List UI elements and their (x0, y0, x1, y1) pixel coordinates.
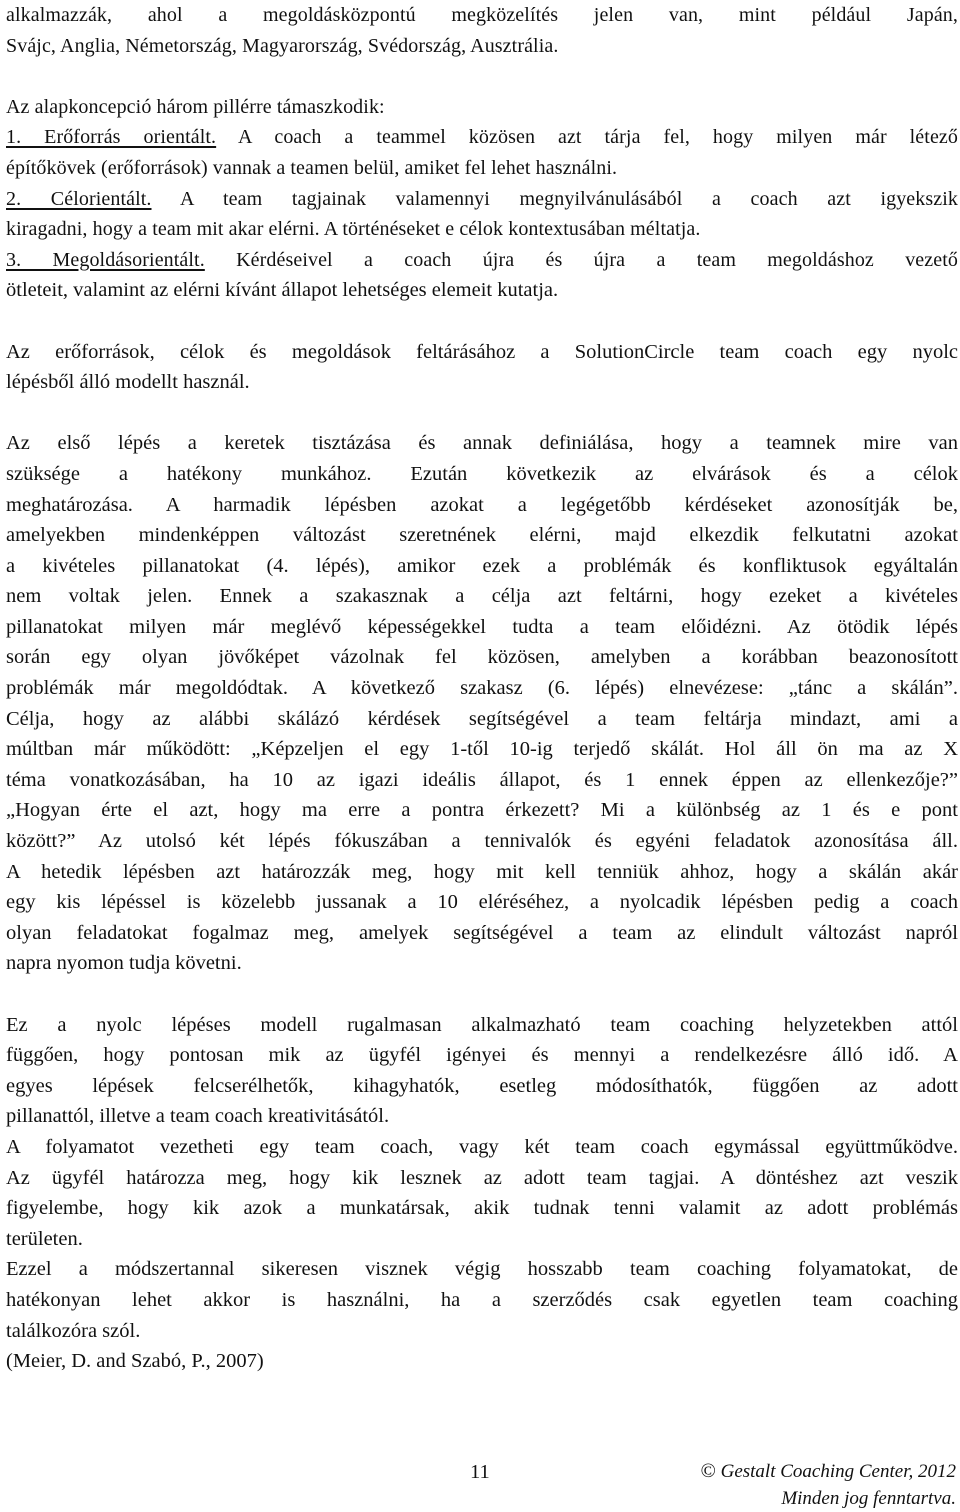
text-line: ötleteit, valamint az elérni kívánt állapot lehetséges elemeit kutatja. (6, 279, 559, 302)
pillar-2-title: 2. Célorientált. (6, 187, 152, 210)
text-line: Ez a nyolc lépéses modell rugalmasan alkalmazható team coaching helyzetekben attól (6, 1013, 958, 1036)
text-line: a kivételes pillanatokat (4. lépés), amikor ezek a problémák és konfliktusok egyáltalán (6, 554, 958, 577)
text-span: Kérdéseivel a coach újra és újra a team megoldáshoz vezető (204, 248, 958, 271)
paragraph-gap (6, 61, 958, 92)
text-line: egyes lépések felcserélhetők, kihagyhatók, esetleg módosíthatók, függően az adott (6, 1074, 958, 1097)
text-line: hatékonyan lehet akkor is használni, ha a szerződés csak egyetlen team coaching (6, 1288, 958, 1311)
text-line: téma vonatkozásában, ha 10 az igazi ideális állapot, és 1 ennek éppen az ellenkezője?” (6, 768, 958, 791)
text-span: A team tagjainak valamennyi megnyilvánulásából a coach azt igyekszik (151, 187, 958, 210)
paragraph-gap (6, 306, 958, 337)
text-line: Célja, hogy az alábbi skálázó kérdések segítségével a team feltárja mindazt, ami a (6, 707, 958, 730)
text-line: A folyamatot vezetheti egy team coach, vagy két team coach egymással együttműködve. (6, 1135, 958, 1158)
text-line: meghatározása. A harmadik lépésben azokat a legégetőbb kérdéseket azonosítják be, (6, 493, 958, 516)
text-line: „Hogyan érte el azt, hogy ma erre a pontra érkezett? Mi a különbség az 1 és e pont (6, 799, 958, 822)
text-line: nem voltak jelen. Ennek a szakasznak a célja azt feltárni, hogy ezeket a kivételes (6, 585, 958, 608)
page-number: 11 (470, 1461, 490, 1483)
text-line: találkozóra szól. (6, 1319, 141, 1342)
text-line: A hetedik lépésben azt határozzák meg, hogy mit kell tenniük ahhoz, hogy a skálán akár (6, 860, 958, 883)
copyright-notice (701, 1458, 956, 1512)
pillar-2-line (6, 184, 958, 215)
text-line: egy kis lépéssel is közelebb jussanak a 10 eléréséhez, a nyolcadik lépésben pedig a coach (6, 891, 958, 914)
text-line: problémák már megoldódtak. A következő szakasz (6. lépés) elnevézese: „tánc a skálán”. (6, 677, 958, 700)
paragraph-gap (6, 398, 958, 429)
text-line: területen. (6, 1227, 83, 1250)
text-line: Svájc, Anglia, Németország, Magyarország, Svédország, Ausztrália. (6, 34, 559, 57)
text-line: amelyekben mindenképpen változást szeretnének elérni, majd elkezdik felkutatni azokat (6, 524, 958, 547)
text-line: napra nyomon tudja követni. (6, 952, 242, 975)
text-span: A coach a teammel közösen azt tárja fel, hogy milyen már létező (216, 126, 958, 149)
text-line: olyan feladatokat fogalmaz meg, amelyek segítségével a team az elindult változást napról (6, 921, 958, 944)
pillar-3-title: 3. Megoldásorientált. (6, 248, 205, 271)
text-line: szüksége a hatékony munkához. Ezután következik az elvárások és a célok (6, 462, 958, 485)
text-line: építőkövek (erőforrások) vannak a teamen belül, amiket fel lehet használni. (6, 156, 618, 179)
text-line: kiragadni, hogy a team mit akar elérni. A történéseket e célok kontextusában méltatja. (6, 218, 701, 241)
text-line: figyelembe, hogy kik azok a munkatársak, akik tudnak tenni valamit az adott problémás (6, 1197, 958, 1220)
text-line: során egy olyan jövőképet vázolnak fel közösen, amelyben a korábban beazonosított (6, 646, 958, 669)
citation: (Meier, D. and Szabó, P., 2007) (6, 1350, 264, 1373)
text-line: között?” Az utolsó két lépés fókuszában a tennivalók és egyéni feladatok azonosítása áll. (6, 830, 958, 853)
copyright-line-1 (701, 1458, 956, 1485)
paragraph-gap (6, 979, 958, 1010)
pillar-3-line (6, 245, 958, 276)
text-line: Az első lépés a keretek tisztázása és annak definiálása, hogy a teamnek mire van (6, 432, 958, 455)
text-line: lépésből álló modellt használ. (6, 371, 250, 394)
text-line: alkalmazzák, ahol a megoldásközpontú megközelítés jelen van, mint például Japán, (6, 4, 958, 26)
pillar-1-title: 1. Erőforrás orientált. (6, 126, 217, 149)
pillar-1-line (6, 122, 958, 153)
text-line: pillanattól, illetve a team coach kreativitásától. (6, 1105, 390, 1128)
text-line: Az alapkoncepció három pillérre támaszkodik: (6, 95, 385, 118)
copyright-icon: © (700, 1460, 716, 1482)
text-line: függően, hogy pontosan mik az ügyfél igényei és mennyi a rendelkezésre álló idő. A (6, 1044, 958, 1067)
text-line: Az ügyfél határozza meg, hogy kik lesznek az adott team tagjai. A döntéshez azt veszik (6, 1166, 958, 1189)
document-page (6, 0, 958, 1377)
page-footer (0, 1458, 960, 1512)
copyright-owner: Gestalt Coaching Center, 2012 (715, 1461, 956, 1482)
copyright-line-2: Minden jog fenntartva. (781, 1488, 956, 1509)
text-line: pillanatokat milyen már meglévő képességekkel tudta a team előidézni. Az ötödik lépés (6, 615, 958, 638)
text-line: Ezzel a módszertannal sikeresen visznek végig hosszabb team coaching folyamatokat, de (6, 1258, 958, 1281)
text-line: Az erőforrások, célok és megoldások feltárásához a SolutionCircle team coach egy nyolc (6, 340, 958, 363)
text-line: múltban már működött: „Képzeljen el egy 1-től 10-ig terjedő skálát. Hol áll ön ma az X (6, 738, 958, 761)
